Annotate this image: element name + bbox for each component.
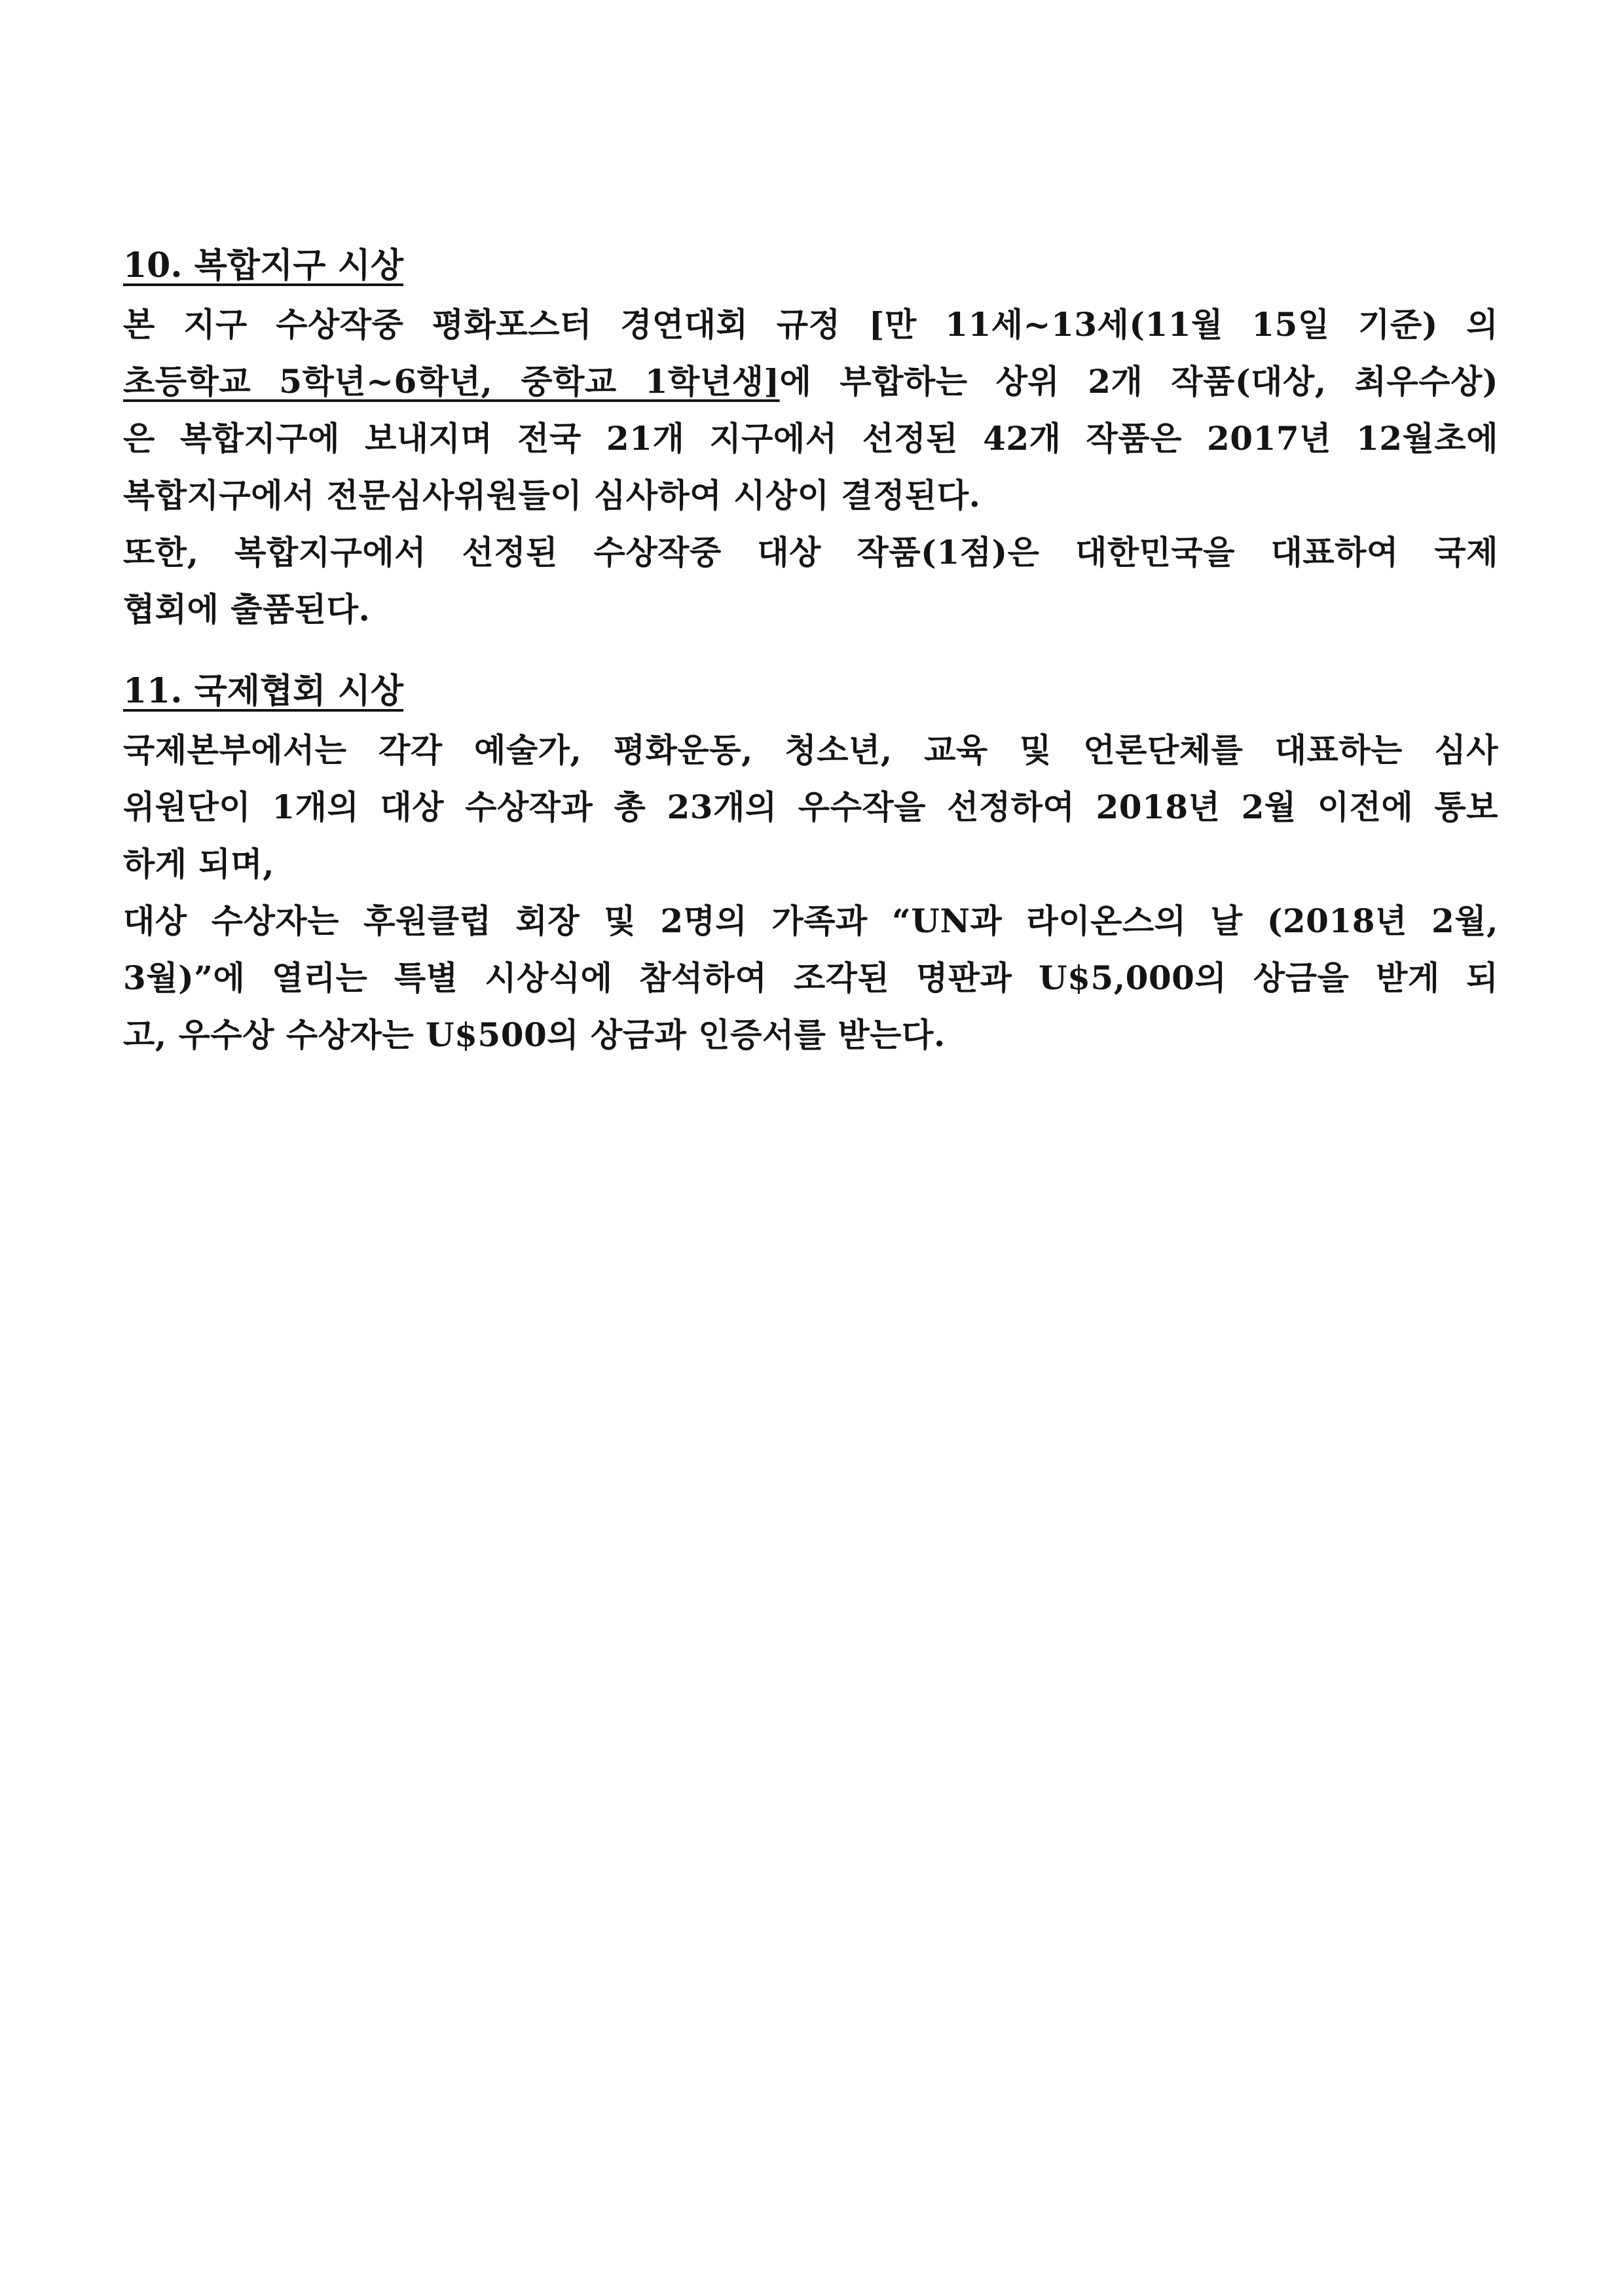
- section-10-line-3: 은 복합지구에 보내지며 전국 21개 지구에서 선정된 42개 작품은 2017년 12월초에: [123, 419, 1498, 458]
- section-10-line-5: 또한, 복합지구에서 선정된 수상작중 대상 작품(1점)은 대한민국을 대표하여 국제: [123, 533, 1498, 572]
- age-requirement-underlined: 초등학교 5학년~6학년, 중학교 1학년생]: [123, 362, 780, 401]
- section-10-line-2: [123, 353, 1498, 410]
- section-11-heading: [123, 661, 1498, 721]
- section-10-heading: [123, 236, 1498, 296]
- section-10-line-1: 본 지구 수상작중 평화포스터 경연대회 규정 [만 11세~13세(11월 15일 기준) 의: [123, 305, 1498, 344]
- section-11-line-2: 위원단이 1개의 대상 수상작과 총 23개의 우수작을 선정하여 2018년 2월 이전에 통보: [123, 788, 1498, 826]
- section-10: [123, 236, 1498, 638]
- section-11: [123, 661, 1498, 1063]
- section-10-line-4: 복합지구에서 전문심사위원들이 심사하여 시상이 결정된다.: [123, 476, 981, 515]
- section-10-line-6: 협회에 출품된다.: [123, 590, 371, 629]
- section-11-line-3: 하게 되며,: [123, 845, 275, 883]
- section-11-line-5: 3월)”에 열리는 특별 시상식에 참석하여 조각된 명판과 U$5,000의 상금을 받게 되: [123, 958, 1498, 997]
- section-10-line-2-rest: 에 부합하는 상위 2개 작품(대상, 최우수상): [779, 362, 1498, 401]
- section-10-heading-text: 10. 복합지구 시상: [123, 246, 404, 285]
- section-11-line-6: 고, 우수상 수상자는 U$500의 상금과 인증서를 받는다.: [123, 1015, 946, 1054]
- section-11-line-4: 대상 수상자는 후원클럽 회장 및 2명의 가족과 “UN과 라이온스의 날 (2018년 2월,: [123, 902, 1498, 940]
- section-11-line-1: 국제본부에서는 각각 예술가, 평화운동, 청소년, 교육 및 언론단체를 대표하는 심사: [123, 731, 1498, 769]
- section-11-heading-text: 11. 국제협회 시상: [123, 671, 404, 711]
